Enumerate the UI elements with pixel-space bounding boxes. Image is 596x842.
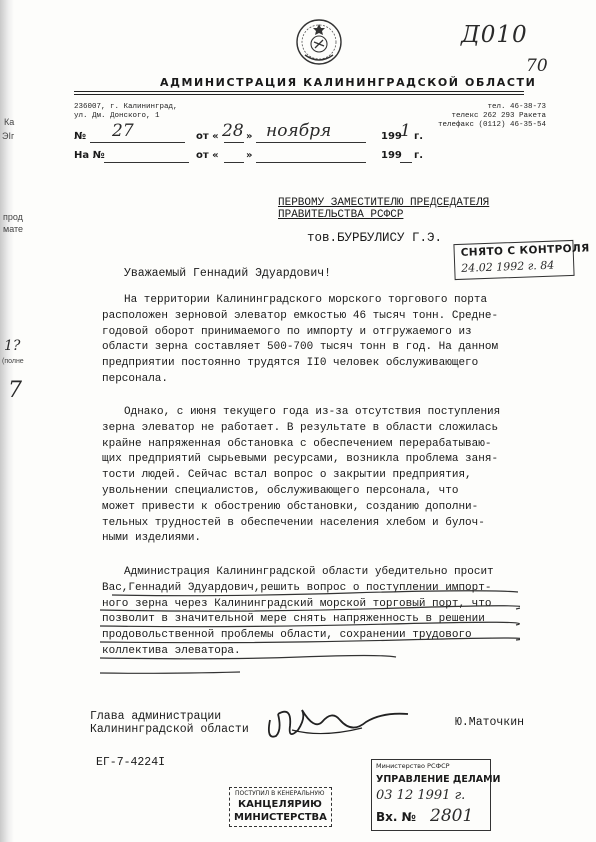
letterhead-title: АДМИНИСТРАЦИЯ КАЛИНИНГРАДСКОЙ ОБЛАСТИ [160, 76, 537, 89]
document-code: ЕГ-7-4224I [96, 756, 166, 769]
outgoing-day: 28 [222, 121, 244, 141]
control-stamp [453, 240, 590, 280]
signatory-position-line1: Глава администрации [90, 710, 222, 723]
outgoing-year-digit: 1 [400, 121, 411, 141]
office-stamp-line3: МИНИСТЕРСТВА [234, 812, 327, 823]
incoming-month-line [256, 148, 366, 163]
ministry-stamp-line1: Министерство РСФСР [376, 762, 450, 770]
text-line: персонала. [102, 372, 169, 385]
incoming-date-label: от « [196, 150, 219, 161]
text-line: щих предприятий сырьевыми ресурсами, возникла проблема заня- [102, 453, 499, 466]
letterhead-rule-bottom [74, 94, 524, 95]
ministry-office-stamp [229, 787, 332, 827]
left-fragment: мате [3, 224, 24, 234]
text-line: ными изделиями. [102, 532, 202, 545]
signatory-name: Ю.Маточкин [455, 716, 525, 729]
registration-sub-mark: 70 [526, 56, 548, 76]
outgoing-number-line [90, 128, 185, 143]
coat-of-arms-emblem [293, 15, 345, 67]
incoming-day-close: » [246, 150, 253, 161]
incoming-year-line [400, 148, 412, 163]
incoming-ref-line [104, 148, 189, 163]
left-fragment: 7 [8, 378, 22, 403]
control-stamp-date: 24.02 1992 г. 84 [461, 258, 555, 275]
salutation: Уважаемый Геннадий Эдуардович! [124, 267, 332, 280]
letterhead-rule-top [74, 91, 524, 92]
registration-mark: Д010 [461, 22, 528, 48]
addressee-line1: ПЕРВОМУ ЗАМЕСТИТЕЛЮ ПРЕДСЕДАТЕЛЯ [278, 197, 490, 209]
outgoing-number: 27 [112, 121, 134, 141]
address-line2: ул. Дм. Донского, 1 [74, 112, 160, 120]
left-fragment: Ка [4, 117, 15, 127]
left-fragment: (полне [2, 358, 24, 365]
ministry-stamp-in-label: Вх. № [376, 810, 417, 824]
text-line: крайне напряженная обстановка с обеспечением перерабатываю- [102, 437, 492, 450]
addressee-line2: ПРАВИТЕЛЬСТВА РСФСР [278, 209, 404, 221]
left-fragment: 1? [4, 338, 21, 354]
ministry-stamp-line2: УПРАВЛЕНИЕ ДЕЛАМИ [376, 774, 501, 785]
text-line: тости людей. Сейчас встал вопрос о закрытии предприятия, [102, 469, 472, 482]
incoming-year-prefix: 199 [381, 150, 402, 161]
outgoing-day-close: » [246, 131, 253, 142]
outgoing-number-label: № [74, 131, 87, 142]
text-line: На территории Калининградского морского торгового порта [124, 294, 488, 306]
left-fragment: прод [3, 212, 23, 222]
text-line: Администрация Калининградской области убедительно просит [124, 566, 494, 578]
text-line: позволит в значительной мере снять напряженность в решении [102, 613, 485, 626]
paragraph-1-text [102, 293, 498, 388]
incoming-year-suffix: г. [414, 150, 424, 161]
text-line: тельных трудностей в обеспечении населения хлебом и булоч- [102, 516, 485, 529]
telefax-number: телефакс (0112) 46-35-54 [437, 121, 546, 129]
phone-number: тел. 46-38-73 [487, 103, 546, 111]
office-stamp-line1: ПОСТУПИЛ В КЕНЕРАЛЬНУЮ [235, 790, 325, 797]
text-line: Вас,Геннадий Эдуардович,решить вопрос о поступлении импорт- [102, 581, 492, 594]
address-line1: 236007, г. Калининград, [74, 103, 178, 111]
control-stamp-title: СНЯТО С КОНТРОЛЯ [460, 242, 590, 259]
left-fragment: ЭIг [2, 131, 15, 141]
handwritten-signature [262, 700, 412, 750]
text-line: продовольственной проблемы области, сохранении трудового [102, 629, 472, 642]
incoming-ref-label: На № [74, 150, 105, 161]
office-stamp-line2: КАНЦЕЛЯРИЮ [238, 799, 322, 810]
outgoing-year-suffix: г. [414, 131, 424, 142]
ministry-stamp-date: 03 12 1991 г. [376, 788, 466, 803]
text-line: увольнении специалистов, обслуживающего персонала, что [102, 484, 459, 497]
outgoing-month: ноября [266, 121, 332, 141]
ministry-registration-stamp [371, 759, 501, 831]
text-line: зерна элеватор не работает. В результате в области сложилась [102, 421, 499, 434]
addressee-line3: тов.БУРБУЛИСУ Г.Э. [307, 231, 443, 245]
text-line: предприятии постоянно трудятся II0 человек обслуживающего [102, 357, 479, 370]
text-line: годовой оборот принимаемого по импорту и отгружаемого из [102, 325, 472, 338]
text-line: может привести к обострению обстановки, созданию дополни- [102, 500, 479, 513]
text-line: расположен зерновой элеватор емкостью 46 тысяч тонн. Средне- [102, 309, 499, 322]
incoming-day-line [224, 148, 244, 163]
text-line: ного зерна через Калининградский морской торговый порт, что [102, 597, 492, 610]
telex-number: телекс 262 293 Ракета [451, 112, 546, 120]
text-line: коллектива элеватора. [102, 644, 241, 657]
outgoing-date-label: от « [196, 131, 219, 142]
text-line: области зерна составляет 500-700 тысяч тонн в год. На данном [102, 341, 499, 354]
ministry-stamp-in-number: 2801 [430, 806, 474, 826]
text-line: Однако, с июня текущего года из-за отсутствия поступления [124, 406, 501, 418]
handwritten-underlines [100, 578, 520, 678]
outgoing-year-prefix: 199 [381, 131, 402, 142]
signatory-position-line2: Калининградской области [90, 723, 249, 736]
paragraph-2-text [102, 405, 500, 547]
